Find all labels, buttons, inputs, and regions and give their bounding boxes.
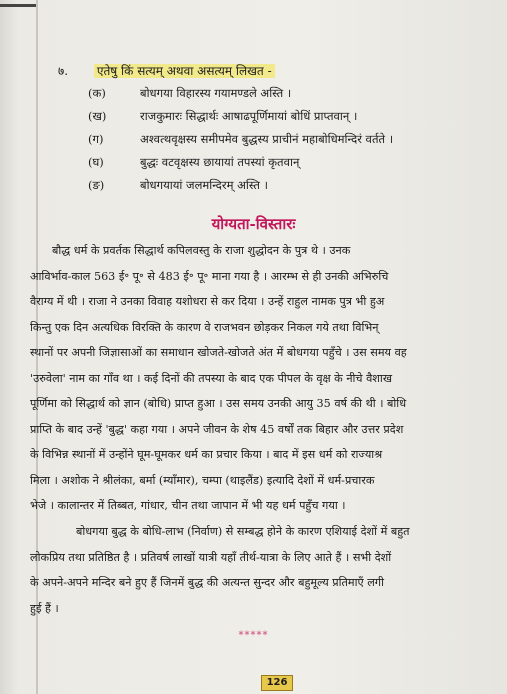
- paragraph-line: किन्तु एक दिन अत्यधिक विरक्ति के कारण वे राजभवन छोड़कर निकल गये तथा विभिन्: [30, 320, 379, 334]
- item-text: बुद्धः वटवृक्षस्य छायायां तपस्यां कृतवान्: [140, 155, 300, 169]
- paragraph-line: बौद्ध धर्म के प्रवर्तक सिद्धार्थ कपिलवस्तु के राजा शुद्धोदन के पुत्र थे । उनक: [52, 244, 351, 257]
- paragraph-line: हुई हैं ।: [30, 601, 59, 615]
- item-text: अश्वत्थवृक्षस्य समीपमेव बुद्धस्य प्राचीनं महाबोधिमन्दिरं वर्तते ।: [140, 132, 394, 146]
- section-heading: योग्यता-विस्तारः: [211, 215, 296, 233]
- paragraph-line: के अपने-अपने मन्दिर बने हुए हैं जिनमें बुद्ध की अत्यन्त सुन्दर और बहुमूल्य प्रतिमाएँ लगी: [30, 576, 384, 589]
- paragraph-line: बोधगया बुद्ध के बोधि-लाभ (निर्वाण) से सम्बद्ध होने के कारण एशियाई देशों में बहुत: [76, 525, 410, 538]
- list-item: [88, 109, 393, 132]
- paragraph-line: भेजे । कालान्तर में तिब्बत, गांधार, चीन तथा जापान में भी यह धर्म पहुँच गया ।: [30, 499, 346, 512]
- paragraph-line: प्राप्ति के बाद उन्हें 'बुद्ध' कहा गया । अपने जीवन के शेष 45 वर्षों तक बिहार और उत्तर प्रदेश: [30, 422, 404, 436]
- question-items: [88, 86, 393, 201]
- paragraph-line: लोकप्रिय तथा प्रतिष्ठित है । प्रतिवर्ष लाखों यात्री यहाँ तीर्थ-यात्रा के लिए आते हैं । सभी देशों: [30, 550, 392, 564]
- paragraph-line: 'उरुवेला' नाम का गाँव था । कई दिनों की तपस्या के बाद एक पीपल के वृक्ष के नीचे वैशाख: [30, 371, 392, 385]
- paragraph-line: मिला । अशोक ने श्रीलंका, बर्मा (म्याँमार), चम्पा (थाइलैंड) इत्यादि देशों में धर्म-प्रचारक: [30, 473, 375, 487]
- paragraph-line: के विभिन्न स्थानों में उन्होंने घूम-घूमकर धर्म का प्रचार किया । बाद में इस धर्म को राज्याश्र: [30, 448, 383, 461]
- paragraph-line: पूर्णिमा को सिद्धार्थ को ज्ञान (बोधि) प्राप्त हुआ । उस समय उनकी आयु 35 वर्ष की थी । बोधि: [30, 397, 407, 410]
- item-text: राजकुमारः सिद्धार्थः आषाढपूर्णिमायां बोधिं प्राप्तवान् ।: [140, 109, 358, 123]
- list-item: [88, 132, 393, 155]
- paragraph-line: आविर्भाव-काल 563 ई॰ पू॰ से 483 ई॰ पू॰ माना गया है । आरम्भ से ही उनकी अभिरुचि: [30, 269, 389, 283]
- item-label: (क): [88, 86, 106, 100]
- page-number: 126: [261, 675, 293, 691]
- item-label: (ङ): [88, 178, 105, 192]
- paragraph-line: स्थानों पर अपनी जिज्ञासाओं का समाधान खोजते-खोजते अंत में बोधगया पहुँचे । उस समय वह: [30, 346, 407, 359]
- item-label: (ख): [88, 109, 107, 123]
- paragraph-2: [30, 519, 507, 621]
- list-item: [88, 86, 393, 109]
- question-number: ७.: [58, 64, 69, 78]
- item-text: बोधगयायां जलमन्दिरम् अस्ति ।: [140, 178, 268, 192]
- section-end-stars: *****: [238, 630, 269, 641]
- item-label: (ग): [88, 132, 104, 146]
- paragraph-1: [30, 238, 507, 519]
- list-item: [88, 178, 393, 201]
- list-item: [88, 155, 393, 178]
- paragraph-line: वैराग्य में थी । राजा ने उनका विवाह यशोधरा से कर दिया । उन्हें राहुल नामक पुत्र भी हुअ: [30, 295, 385, 308]
- item-text: बोधगया विहारस्य गयामण्डले अस्ति ।: [140, 86, 292, 100]
- question-row: [58, 62, 275, 79]
- question-text: एतेषु किं सत्यम् अथवा असत्यम् लिखत -: [94, 64, 275, 78]
- item-label: (घ): [88, 155, 104, 169]
- top-margin-mark: [0, 4, 38, 7]
